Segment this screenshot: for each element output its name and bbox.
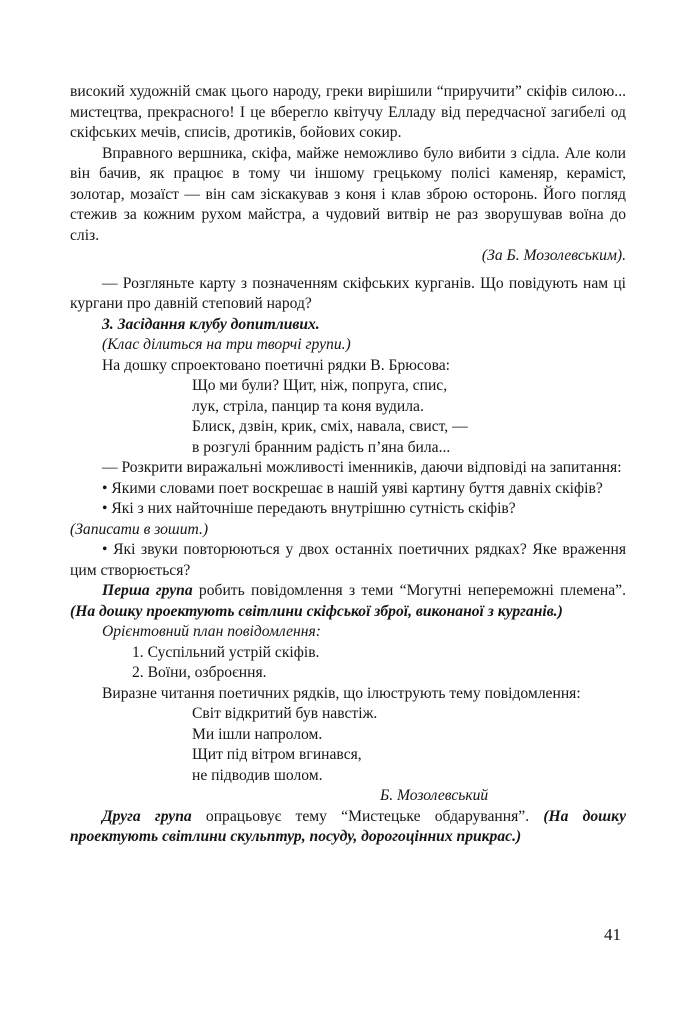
poem-line: Світ відкритий був навстіж. <box>192 705 378 722</box>
section-3-note: (Клас ділиться на три творчі групи.) <box>102 336 351 353</box>
bullet-question-2-note: (Записати в зошит.) <box>70 520 209 538</box>
plan-item: 2. Воїни, озброєння. <box>132 664 267 681</box>
board-intro: На дошку спроектовано поетичні рядки В. Брюсова: <box>102 356 451 374</box>
paragraph-greeks: високий художній смак цього народу, греки вирішили “приручити” скіфів силою... мистецтва, прекрасного! І це вберегло квітучу Елладу від передчасної загибелі од скіфських мечів, списів, дротиків, бойових сокир. <box>70 83 626 141</box>
poem-line: лук, стріла, панцир та коня вудила. <box>192 397 424 415</box>
bullet-question-2: • Які з них найточніше передають внутрішню сутність скіфів? <box>102 500 516 517</box>
poem-author: Б. Мозолевський <box>380 787 489 804</box>
bullet-question-1: • Якими словами поет воскрешає в нашій уяві картину буття давніх скіфів? <box>102 479 603 497</box>
page-number: 41 <box>604 925 621 944</box>
poem-mozolevsky <box>70 704 626 786</box>
plan-list <box>70 643 626 684</box>
poem-line: Що ми були? Щит, ніж, попруга, спис, <box>192 377 448 394</box>
group-2-note: (На дошку проектують світлини скульптур, посуду, дорогоцінних прикрас.) <box>70 807 626 845</box>
poem-line: в розгулі бранним радість п’яна била... <box>192 438 451 456</box>
bullet-question-3: • Які звуки повторюються у двох останніх поетичних рядках? Яке враження цим створюється? <box>70 541 626 579</box>
poem-line: не підводив шолом. <box>192 766 323 784</box>
reading-intro: Виразне читання поетичних рядків, що ілюструють тему повідомлення: <box>102 684 581 702</box>
section-3-title: 3. Засідання клубу допитливих. <box>102 315 320 333</box>
group-2-paragraph <box>70 807 626 848</box>
plan-item: 1. Суспільний устрій скіфів. <box>132 643 320 661</box>
attribution-mozolevsky: (За Б. Мозолевським). <box>481 247 626 264</box>
paragraph-rider: Вправного вершника, скіфа, майже неможливо було вибити з сідла. Але коли він бачив, як працює в тому чи іншому грецькому полісі каменяр, кераміст, золотар, мозаїст — він сам зіскакував з коня і клав зброю осторонь. Його погляд стежив за кожним рухом майстра, а чудовий витвір не раз зворушував воїна до сліз. <box>70 144 626 244</box>
group-2-label: Друга група <box>102 807 192 825</box>
question-map: — Розгляньте карту з позначенням скіфських курганів. Що повідують нам ці кургани про давній степовий народ? <box>70 274 626 312</box>
plan-title: Орієнтовний план повідомлення: <box>102 623 321 640</box>
group-1-text: робить повідомлення з теми “Могутні непереможні племена”. <box>192 582 626 599</box>
poem-bryusov <box>70 376 626 458</box>
poem-line: Ми ішли напролом. <box>192 725 323 743</box>
poem-line: Щит під вітром вгинався, <box>192 746 362 763</box>
page-body <box>70 82 626 848</box>
group-1-label: Перша група <box>102 582 193 599</box>
group-1-paragraph <box>70 581 626 622</box>
group-1-note: (На дошку проектують світлини скіфської зброї, виконаної з курганів.) <box>70 602 563 620</box>
group-2-text: опрацьовує тему “Мистецьке обдарування”. <box>191 807 544 825</box>
poem-line: Блиск, дзвін, крик, сміх, навала, свист, — <box>192 418 468 435</box>
task-intro: — Розкрити виражальні можливості іменників, даючи відповіді на запитання: <box>102 459 622 476</box>
